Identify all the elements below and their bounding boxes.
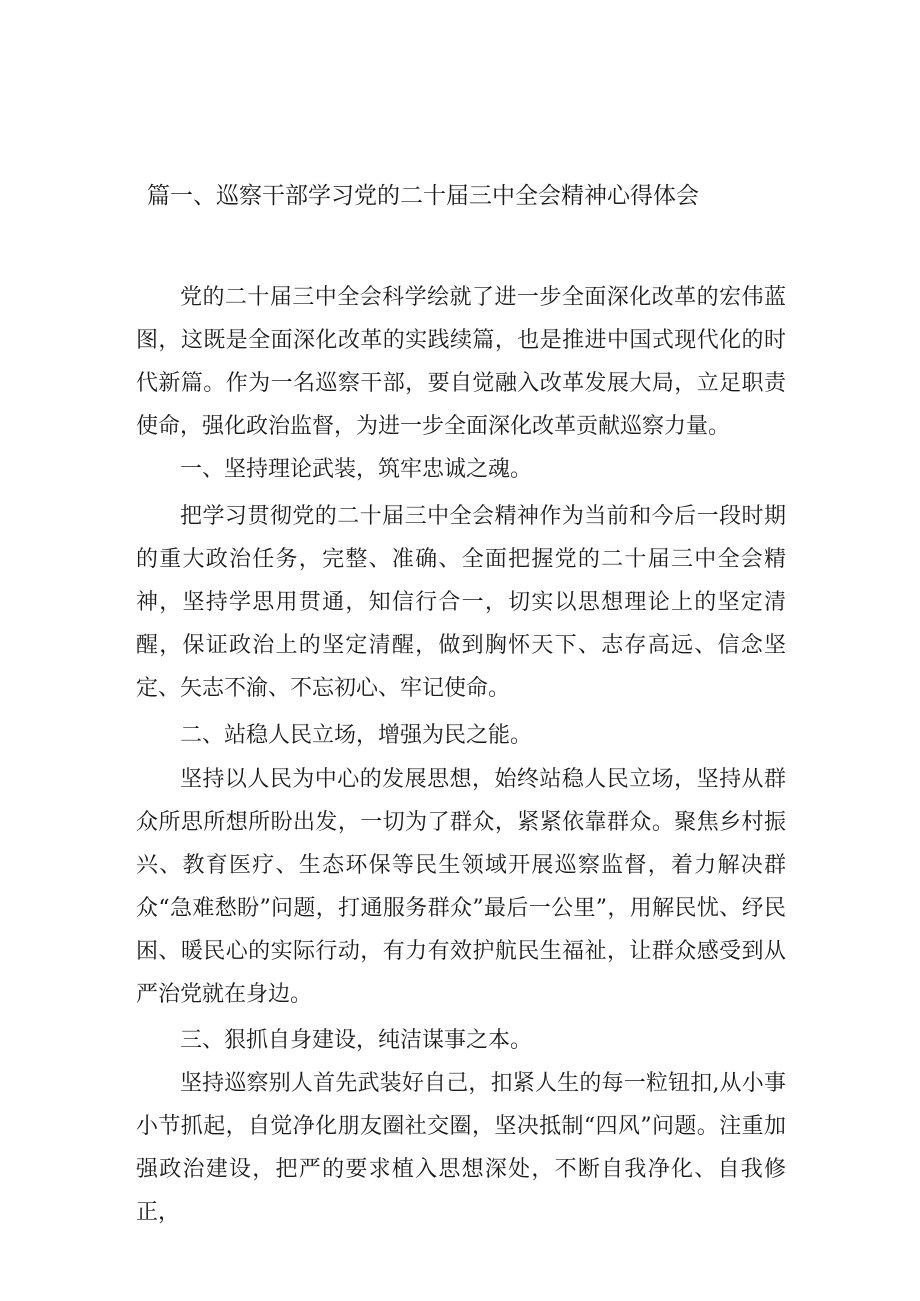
section-body-1: 把学习贯彻党的二十届三中全会精神作为当前和今后一段时期的重大政治任务，完整、准确、全面把握党的二十届三中全会精神，坚持学思用贯通，知信行合一，切实以思想理论上的坚定清醒，保证政治上的坚定清醒，做到胸怀天下、志存高远、信念坚定、矢志不渝、不忘初心、牢记使命。 bbox=[136, 504, 786, 701]
section-heading-2: 二、站稳人民立场，增强为民之能。 bbox=[180, 723, 533, 748]
intro-paragraph: 党的二十届三中全会科学绘就了进一步全面深化改革的宏伟蓝图，这既是全面深化改革的实践续篇，也是推进中国式现代化的时代新篇。作为一名巡察干部，要自觉融入改革发展大局，立足职责使命，强化政治监督，为进一步全面深化改革贡献巡察力量。 bbox=[136, 285, 786, 439]
section-heading-1: 一、坚持理论武装，筑牢忠诚之魂。 bbox=[180, 457, 533, 482]
document-title: 篇一、巡察干部学习党的二十届三中全会精神心得体会 bbox=[147, 183, 699, 209]
section-body-2: 坚持以人民为中心的发展思想，始终站稳人民立场，坚持从群众所思所想所盼出发，一切为了群众，紧紧依靠群众。聚焦乡村振兴、教育医疗、生态环保等民生领域开展巡察监督，着力解决群众“急难愁盼”问题，打通服务群众”最后一公里”，用解民忧、纾民困、暖民心的实际行动，有力有效护航民生福祉，让群众感受到从严治党就在身边。 bbox=[136, 767, 786, 1007]
section-body-3: 坚持巡察别人首先武装好自己，扣紧人生的每一粒钮扣,从小事小节抓起，自觉净化朋友圈社交圈，坚决抵制“四风”问题。注重加强政治建设，把严的要求植入思想深处，不断自我净化、自我修正， bbox=[136, 1071, 786, 1225]
section-heading-3: 三、狠抓自身建设，纯洁谋事之本。 bbox=[180, 1028, 533, 1053]
